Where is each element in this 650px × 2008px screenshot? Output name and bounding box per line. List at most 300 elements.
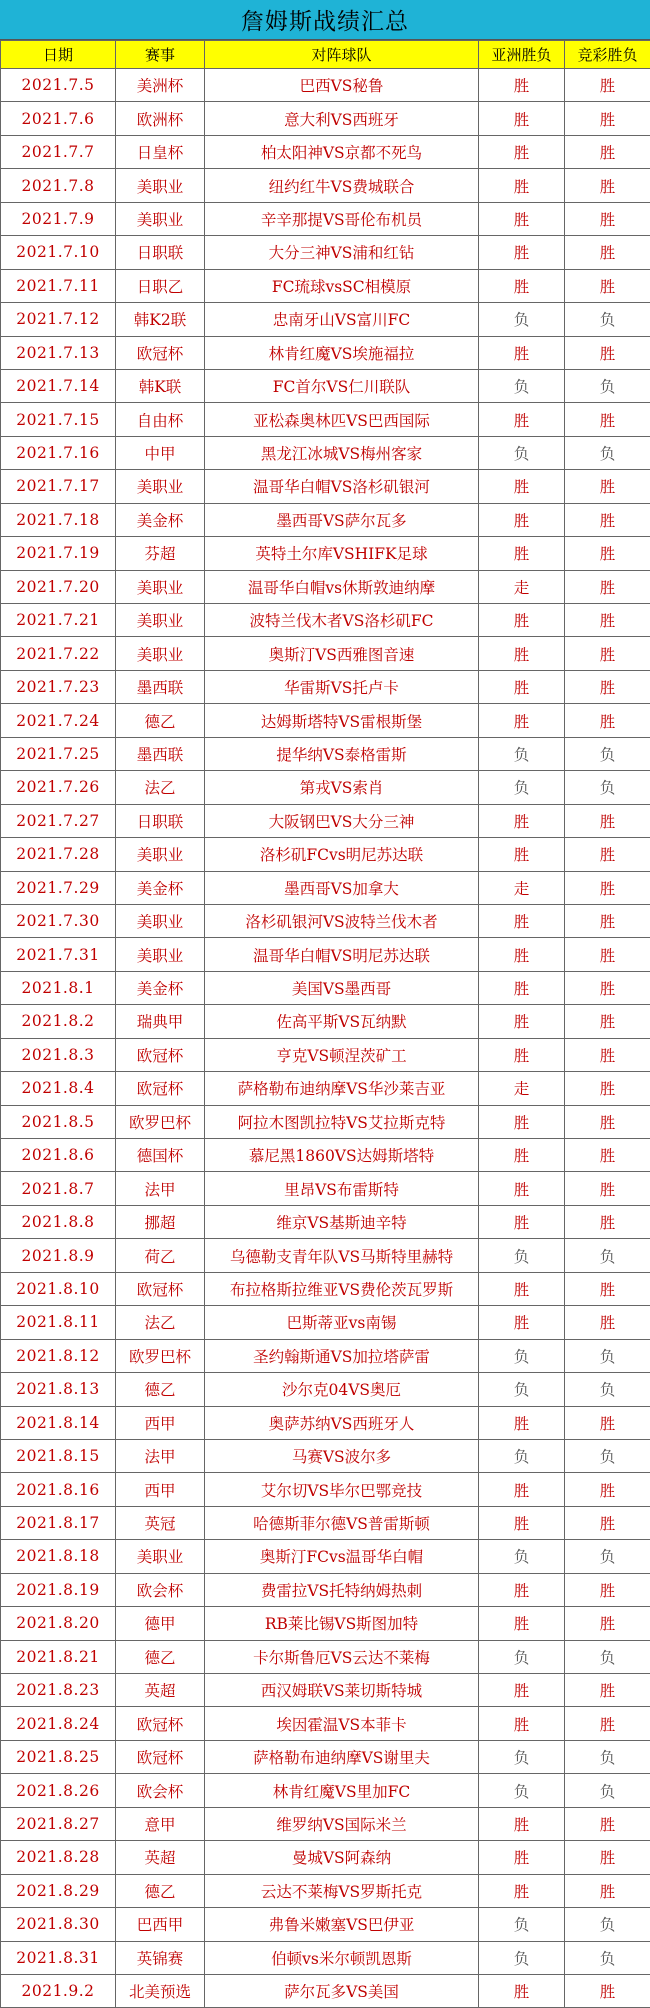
cell-match: 哈德斯菲尔德VS普雷斯顿 [205, 1506, 479, 1539]
cell-lottery-result: 负 [565, 1373, 650, 1406]
cell-asian-result: 胜 [479, 69, 565, 102]
table-row [1, 670, 650, 703]
cell-event: 英锦赛 [116, 1941, 205, 1974]
cell-match: 林肯红魔VS埃施福拉 [205, 336, 479, 369]
cell-event: 日皇杯 [116, 135, 205, 168]
cell-date: 2021.8.10 [1, 1272, 116, 1305]
cell-asian-result: 胜 [479, 1205, 565, 1238]
cell-lottery-result: 胜 [565, 904, 650, 937]
cell-match: 西汉姆联VS莱切斯特城 [205, 1674, 479, 1707]
table-row [1, 1807, 650, 1840]
cell-match: 忠南牙山VS富川FC [205, 303, 479, 336]
table-row [1, 1239, 650, 1272]
cell-date: 2021.7.22 [1, 637, 116, 670]
cell-asian-result: 负 [479, 1941, 565, 1974]
cell-match: 奥斯汀VS西雅图音速 [205, 637, 479, 670]
cell-date: 2021.8.29 [1, 1874, 116, 1907]
cell-event: 西甲 [116, 1473, 205, 1506]
cell-lottery-result: 胜 [565, 1974, 650, 2007]
header-date: 日期 [1, 41, 116, 69]
cell-asian-result: 胜 [479, 604, 565, 637]
cell-lottery-result: 胜 [565, 1272, 650, 1305]
table-row [1, 704, 650, 737]
cell-lottery-result: 负 [565, 1540, 650, 1573]
cell-asian-result: 胜 [479, 1005, 565, 1038]
table-row [1, 336, 650, 369]
cell-date: 2021.7.7 [1, 135, 116, 168]
table-row [1, 971, 650, 1004]
cell-match: 里昂VS布雷斯特 [205, 1172, 479, 1205]
cell-date: 2021.7.6 [1, 102, 116, 135]
cell-match: 柏太阳神VS京都不死鸟 [205, 135, 479, 168]
cell-lottery-result: 胜 [565, 637, 650, 670]
cell-lottery-result: 胜 [565, 269, 650, 302]
cell-event: 韩K2联 [116, 303, 205, 336]
table-row [1, 169, 650, 202]
cell-asian-result: 负 [479, 737, 565, 770]
cell-event: 欧洲杯 [116, 102, 205, 135]
cell-date: 2021.8.24 [1, 1707, 116, 1740]
cell-lottery-result: 胜 [565, 1406, 650, 1439]
cell-date: 2021.7.28 [1, 838, 116, 871]
cell-match: 马赛VS波尔多 [205, 1439, 479, 1472]
cell-asian-result: 胜 [479, 1506, 565, 1539]
cell-match: 圣约翰斯通VS加拉塔萨雷 [205, 1339, 479, 1372]
cell-asian-result: 胜 [479, 904, 565, 937]
cell-date: 2021.7.19 [1, 537, 116, 570]
cell-date: 2021.8.25 [1, 1740, 116, 1773]
table-row [1, 1573, 650, 1606]
cell-asian-result: 负 [479, 771, 565, 804]
cell-lottery-result: 负 [565, 771, 650, 804]
cell-match: 美国VS墨西哥 [205, 971, 479, 1004]
cell-asian-result: 胜 [479, 102, 565, 135]
cell-match: 大阪钢巴VS大分三神 [205, 804, 479, 837]
cell-date: 2021.7.9 [1, 202, 116, 235]
cell-asian-result: 胜 [479, 1707, 565, 1740]
cell-asian-result: 胜 [479, 135, 565, 168]
cell-asian-result: 胜 [479, 704, 565, 737]
cell-asian-result: 走 [479, 1072, 565, 1105]
cell-lottery-result: 胜 [565, 1172, 650, 1205]
header-match: 对阵球队 [205, 41, 479, 69]
cell-date: 2021.7.26 [1, 771, 116, 804]
cell-asian-result: 胜 [479, 202, 565, 235]
cell-asian-result: 胜 [479, 670, 565, 703]
cell-lottery-result: 胜 [565, 1139, 650, 1172]
cell-event: 荷乙 [116, 1239, 205, 1272]
cell-date: 2021.7.15 [1, 403, 116, 436]
cell-date: 2021.8.23 [1, 1674, 116, 1707]
cell-match: 乌德勒支青年队VS马斯特里赫特 [205, 1239, 479, 1272]
cell-asian-result: 胜 [479, 537, 565, 570]
table-row [1, 1473, 650, 1506]
cell-event: 英冠 [116, 1506, 205, 1539]
cell-event: 欧会杯 [116, 1774, 205, 1807]
cell-match: 艾尔切VS毕尔巴鄂竞技 [205, 1473, 479, 1506]
table-row [1, 637, 650, 670]
cell-date: 2021.7.29 [1, 871, 116, 904]
cell-asian-result: 胜 [479, 1306, 565, 1339]
table-row [1, 570, 650, 603]
cell-date: 2021.8.3 [1, 1038, 116, 1071]
table-row [1, 1841, 650, 1874]
cell-date: 2021.7.17 [1, 470, 116, 503]
cell-lottery-result: 胜 [565, 670, 650, 703]
cell-asian-result: 胜 [479, 1272, 565, 1305]
cell-date: 2021.8.14 [1, 1406, 116, 1439]
cell-match: 达姆斯塔特VS雷根斯堡 [205, 704, 479, 737]
cell-match: 弗鲁米嫩塞VS巴伊亚 [205, 1908, 479, 1941]
table-row [1, 1941, 650, 1974]
cell-asian-result: 胜 [479, 336, 565, 369]
table-row [1, 1205, 650, 1238]
cell-lottery-result: 负 [565, 1640, 650, 1673]
cell-asian-result: 胜 [479, 1841, 565, 1874]
header-asian-result: 亚洲胜负 [479, 41, 565, 69]
table-header [1, 41, 650, 69]
cell-match: 曼城VS阿森纳 [205, 1841, 479, 1874]
cell-lottery-result: 负 [565, 737, 650, 770]
cell-match: 温哥华白帽vs休斯敦迪纳摩 [205, 570, 479, 603]
cell-lottery-result: 胜 [565, 1506, 650, 1539]
cell-lottery-result: 胜 [565, 135, 650, 168]
table-row [1, 1406, 650, 1439]
cell-asian-result: 胜 [479, 169, 565, 202]
cell-match: 意大利VS西班牙 [205, 102, 479, 135]
table-row [1, 838, 650, 871]
cell-match: FC琉球vsSC相模原 [205, 269, 479, 302]
cell-event: 欧冠杯 [116, 1740, 205, 1773]
cell-date: 2021.8.26 [1, 1774, 116, 1807]
cell-match: RB莱比锡VS斯图加特 [205, 1607, 479, 1640]
cell-event: 美洲杯 [116, 69, 205, 102]
cell-match: 温哥华白帽VS明尼苏达联 [205, 938, 479, 971]
cell-lottery-result: 胜 [565, 236, 650, 269]
cell-event: 法甲 [116, 1172, 205, 1205]
cell-asian-result: 胜 [479, 1105, 565, 1138]
table-row [1, 1908, 650, 1941]
table-row [1, 1172, 650, 1205]
table-row [1, 1072, 650, 1105]
cell-event: 墨西联 [116, 737, 205, 770]
sheet-title: 詹姆斯战绩汇总 [0, 0, 650, 40]
cell-event: 英超 [116, 1674, 205, 1707]
cell-event: 美职业 [116, 169, 205, 202]
cell-date: 2021.8.8 [1, 1205, 116, 1238]
cell-date: 2021.8.6 [1, 1139, 116, 1172]
table-row [1, 1607, 650, 1640]
cell-match: 奥斯汀FCvs温哥华白帽 [205, 1540, 479, 1573]
cell-asian-result: 胜 [479, 236, 565, 269]
cell-event: 德乙 [116, 1874, 205, 1907]
cell-asian-result: 胜 [479, 938, 565, 971]
table-row [1, 1774, 650, 1807]
cell-event: 美职业 [116, 202, 205, 235]
cell-match: 阿拉木图凯拉特VS艾拉斯克特 [205, 1105, 479, 1138]
cell-asian-result: 负 [479, 1774, 565, 1807]
cell-match: 温哥华白帽VS洛杉矶银河 [205, 470, 479, 503]
cell-match: 巴西VS秘鲁 [205, 69, 479, 102]
cell-lottery-result: 胜 [565, 336, 650, 369]
cell-lottery-result: 胜 [565, 1674, 650, 1707]
cell-date: 2021.8.16 [1, 1473, 116, 1506]
cell-lottery-result: 负 [565, 1941, 650, 1974]
cell-asian-result: 负 [479, 436, 565, 469]
header-row [1, 41, 650, 69]
cell-lottery-result: 胜 [565, 169, 650, 202]
cell-date: 2021.8.1 [1, 971, 116, 1004]
cell-asian-result: 负 [479, 1908, 565, 1941]
cell-asian-result: 负 [479, 369, 565, 402]
table-row [1, 1506, 650, 1539]
cell-date: 2021.7.21 [1, 604, 116, 637]
cell-asian-result: 胜 [479, 1674, 565, 1707]
cell-lottery-result: 胜 [565, 838, 650, 871]
cell-asian-result: 胜 [479, 1573, 565, 1606]
cell-lottery-result: 胜 [565, 1607, 650, 1640]
cell-event: 欧罗巴杯 [116, 1105, 205, 1138]
cell-date: 2021.7.30 [1, 904, 116, 937]
cell-date: 2021.7.16 [1, 436, 116, 469]
cell-date: 2021.7.24 [1, 704, 116, 737]
cell-match: 华雷斯VS托卢卡 [205, 670, 479, 703]
cell-lottery-result: 胜 [565, 1038, 650, 1071]
cell-event: 日职联 [116, 804, 205, 837]
cell-event: 欧冠杯 [116, 1707, 205, 1740]
cell-event: 日职联 [116, 236, 205, 269]
cell-asian-result: 胜 [479, 470, 565, 503]
cell-event: 自由杯 [116, 403, 205, 436]
cell-asian-result: 胜 [479, 403, 565, 436]
cell-asian-result: 胜 [479, 1874, 565, 1907]
cell-event: 欧冠杯 [116, 1272, 205, 1305]
cell-lottery-result: 胜 [565, 1473, 650, 1506]
cell-match: 林肯红魔VS里加FC [205, 1774, 479, 1807]
cell-date: 2021.7.18 [1, 503, 116, 536]
cell-event: 巴西甲 [116, 1908, 205, 1941]
cell-date: 2021.8.27 [1, 1807, 116, 1840]
cell-date: 2021.8.18 [1, 1540, 116, 1573]
cell-match: 黑龙江冰城VS梅州客家 [205, 436, 479, 469]
cell-event: 韩K联 [116, 369, 205, 402]
cell-asian-result: 胜 [479, 1406, 565, 1439]
table-row [1, 503, 650, 536]
cell-lottery-result: 胜 [565, 470, 650, 503]
cell-match: 萨尔瓦多VS美国 [205, 1974, 479, 2007]
cell-lottery-result: 胜 [565, 403, 650, 436]
cell-asian-result: 负 [479, 1373, 565, 1406]
cell-lottery-result: 负 [565, 1774, 650, 1807]
cell-lottery-result: 胜 [565, 202, 650, 235]
cell-event: 美金杯 [116, 871, 205, 904]
cell-date: 2021.8.30 [1, 1908, 116, 1941]
cell-date: 2021.7.27 [1, 804, 116, 837]
cell-event: 墨西联 [116, 670, 205, 703]
table-row [1, 1707, 650, 1740]
cell-lottery-result: 负 [565, 1908, 650, 1941]
cell-event: 挪超 [116, 1205, 205, 1238]
cell-asian-result: 负 [479, 1740, 565, 1773]
cell-match: 提华纳VS泰格雷斯 [205, 737, 479, 770]
cell-date: 2021.8.20 [1, 1607, 116, 1640]
cell-match: 洛杉矶FCvs明尼苏达联 [205, 838, 479, 871]
table-row [1, 102, 650, 135]
cell-asian-result: 负 [479, 303, 565, 336]
cell-asian-result: 走 [479, 570, 565, 603]
cell-date: 2021.7.10 [1, 236, 116, 269]
cell-date: 2021.8.15 [1, 1439, 116, 1472]
cell-match: 费雷拉VS托特纳姆热刺 [205, 1573, 479, 1606]
cell-match: 墨西哥VS加拿大 [205, 871, 479, 904]
table-row [1, 737, 650, 770]
cell-event: 欧会杯 [116, 1573, 205, 1606]
cell-event: 欧冠杯 [116, 336, 205, 369]
table-row [1, 1540, 650, 1573]
cell-event: 美职业 [116, 838, 205, 871]
cell-match: 慕尼黑1860VS达姆斯塔特 [205, 1139, 479, 1172]
cell-lottery-result: 胜 [565, 1841, 650, 1874]
cell-date: 2021.8.2 [1, 1005, 116, 1038]
cell-date: 2021.7.13 [1, 336, 116, 369]
cell-asian-result: 胜 [479, 1473, 565, 1506]
cell-lottery-result: 胜 [565, 1105, 650, 1138]
cell-lottery-result: 胜 [565, 938, 650, 971]
cell-match: 波特兰伐木者VS洛杉矶FC [205, 604, 479, 637]
cell-lottery-result: 胜 [565, 69, 650, 102]
cell-asian-result: 胜 [479, 1139, 565, 1172]
table-row [1, 871, 650, 904]
cell-asian-result: 胜 [479, 1807, 565, 1840]
cell-date: 2021.8.31 [1, 1941, 116, 1974]
cell-date: 2021.8.7 [1, 1172, 116, 1205]
cell-date: 2021.7.8 [1, 169, 116, 202]
cell-asian-result: 负 [479, 1339, 565, 1372]
cell-match: 维京VS基斯迪辛特 [205, 1205, 479, 1238]
cell-event: 美金杯 [116, 971, 205, 1004]
cell-event: 德甲 [116, 1607, 205, 1640]
table-row [1, 1974, 650, 2007]
cell-event: 美职业 [116, 1540, 205, 1573]
cell-event: 美职业 [116, 570, 205, 603]
cell-event: 芬超 [116, 537, 205, 570]
cell-event: 德乙 [116, 704, 205, 737]
cell-event: 美职业 [116, 470, 205, 503]
cell-match: 第戎VS索肖 [205, 771, 479, 804]
table-row [1, 1105, 650, 1138]
cell-lottery-result: 胜 [565, 102, 650, 135]
table-body [1, 69, 650, 2008]
cell-date: 2021.7.12 [1, 303, 116, 336]
cell-match: 沙尔克04VS奥厄 [205, 1373, 479, 1406]
cell-asian-result: 负 [479, 1239, 565, 1272]
cell-event: 美职业 [116, 637, 205, 670]
cell-event: 美职业 [116, 904, 205, 937]
cell-date: 2021.7.23 [1, 670, 116, 703]
cell-asian-result: 负 [479, 1640, 565, 1673]
cell-asian-result: 胜 [479, 1607, 565, 1640]
cell-match: 巴斯蒂亚vs南锡 [205, 1306, 479, 1339]
cell-asian-result: 胜 [479, 503, 565, 536]
cell-lottery-result: 负 [565, 436, 650, 469]
table-row [1, 1373, 650, 1406]
table-row [1, 269, 650, 302]
cell-date: 2021.7.25 [1, 737, 116, 770]
cell-date: 2021.8.4 [1, 1072, 116, 1105]
cell-date: 2021.8.21 [1, 1640, 116, 1673]
cell-lottery-result: 胜 [565, 1874, 650, 1907]
cell-lottery-result: 胜 [565, 1707, 650, 1740]
cell-asian-result: 胜 [479, 838, 565, 871]
table-row [1, 369, 650, 402]
cell-event: 美金杯 [116, 503, 205, 536]
cell-date: 2021.7.31 [1, 938, 116, 971]
cell-match: 埃因霍温VS本菲卡 [205, 1707, 479, 1740]
cell-lottery-result: 胜 [565, 537, 650, 570]
cell-match: 维罗纳VS国际米兰 [205, 1807, 479, 1840]
header-event: 赛事 [116, 41, 205, 69]
table-row [1, 303, 650, 336]
cell-lottery-result: 负 [565, 1439, 650, 1472]
cell-match: 伯顿vs米尔顿凯恩斯 [205, 1941, 479, 1974]
table-row [1, 904, 650, 937]
table-row [1, 1439, 650, 1472]
cell-event: 美职业 [116, 938, 205, 971]
cell-event: 英超 [116, 1841, 205, 1874]
cell-event: 德国杯 [116, 1139, 205, 1172]
table-row [1, 1038, 650, 1071]
table-row [1, 1339, 650, 1372]
cell-event: 日职乙 [116, 269, 205, 302]
cell-asian-result: 负 [479, 1540, 565, 1573]
cell-match: 云达不莱梅VS罗斯托克 [205, 1874, 479, 1907]
cell-match: 辛辛那提VS哥伦布机员 [205, 202, 479, 235]
table-row [1, 1139, 650, 1172]
table-row [1, 804, 650, 837]
cell-lottery-result: 负 [565, 1740, 650, 1773]
cell-date: 2021.9.2 [1, 1974, 116, 2007]
cell-event: 西甲 [116, 1406, 205, 1439]
table-row [1, 537, 650, 570]
cell-lottery-result: 胜 [565, 1072, 650, 1105]
cell-lottery-result: 胜 [565, 1005, 650, 1038]
cell-match: 洛杉矶银河VS波特兰伐木者 [205, 904, 479, 937]
table-row [1, 604, 650, 637]
cell-lottery-result: 负 [565, 369, 650, 402]
cell-match: 亨克VS顿涅茨矿工 [205, 1038, 479, 1071]
cell-match: 亚松森奥林匹VS巴西国际 [205, 403, 479, 436]
cell-asian-result: 胜 [479, 269, 565, 302]
table-row [1, 470, 650, 503]
cell-date: 2021.7.20 [1, 570, 116, 603]
table-row [1, 436, 650, 469]
table-row [1, 938, 650, 971]
cell-event: 欧冠杯 [116, 1072, 205, 1105]
table-row [1, 1306, 650, 1339]
results-table [0, 40, 650, 2008]
cell-lottery-result: 胜 [565, 604, 650, 637]
cell-lottery-result: 胜 [565, 971, 650, 1004]
table-row [1, 1005, 650, 1038]
cell-event: 意甲 [116, 1807, 205, 1840]
cell-lottery-result: 胜 [565, 1205, 650, 1238]
cell-lottery-result: 胜 [565, 1807, 650, 1840]
cell-match: 大分三神VS浦和红钻 [205, 236, 479, 269]
cell-match: 英特土尔库VSHIFK足球 [205, 537, 479, 570]
cell-date: 2021.8.28 [1, 1841, 116, 1874]
cell-match: 墨西哥VS萨尔瓦多 [205, 503, 479, 536]
cell-date: 2021.8.13 [1, 1373, 116, 1406]
